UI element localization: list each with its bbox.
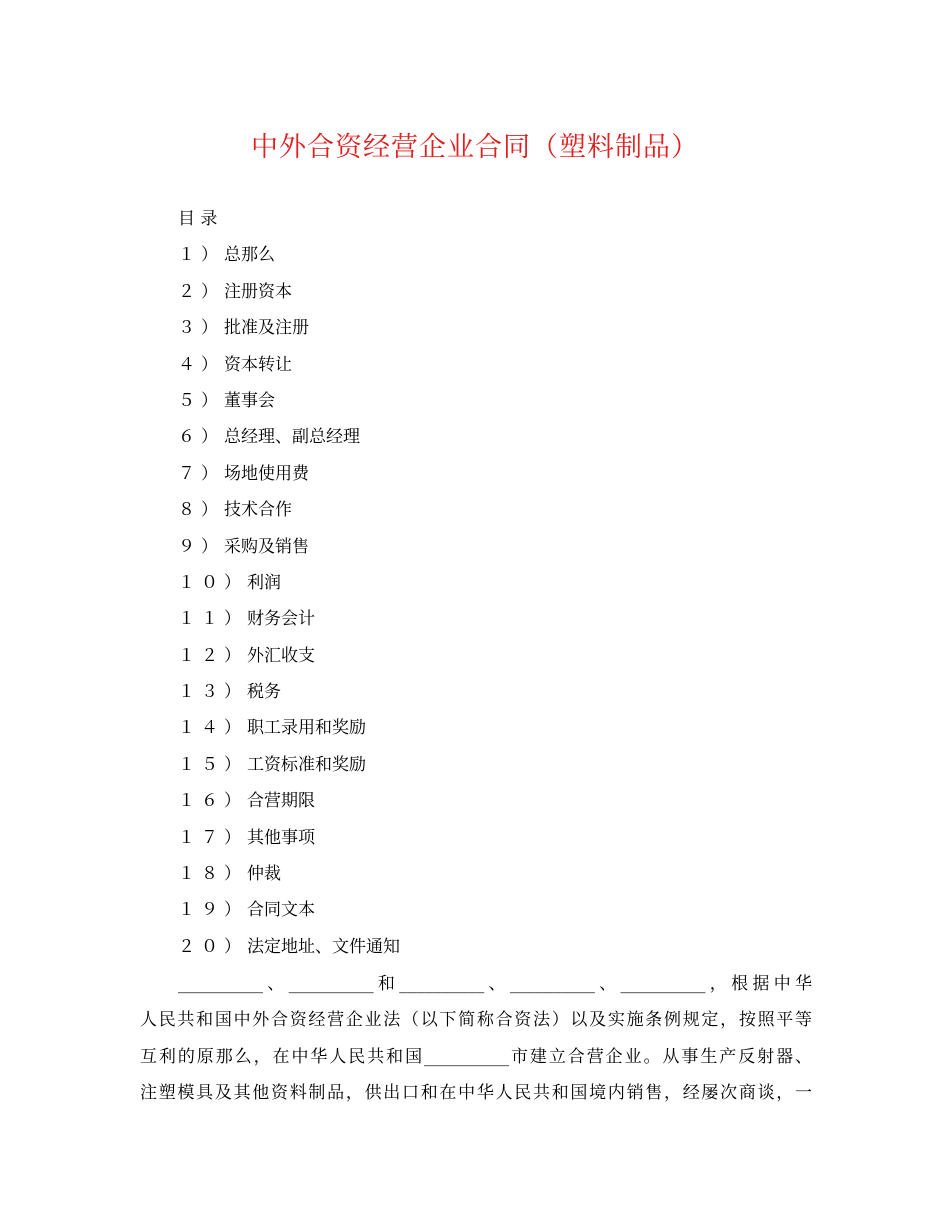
toc-item xyxy=(178,714,778,750)
table-of-contents xyxy=(178,205,778,969)
toc-item-label: 合同文本 xyxy=(247,900,315,921)
toc-item xyxy=(178,678,778,714)
toc-item-number: １８） xyxy=(178,864,247,885)
toc-item xyxy=(178,351,778,387)
toc-item xyxy=(178,824,778,860)
toc-item-label: 批准及注册 xyxy=(224,318,309,339)
toc-item xyxy=(178,460,778,496)
toc-item-number: １５） xyxy=(178,754,247,775)
toc-item-number: ４） xyxy=(178,354,224,375)
toc-item-number: ３） xyxy=(178,318,224,339)
toc-item-label: 资本转让 xyxy=(224,354,292,375)
toc-item-number: １２） xyxy=(178,645,247,666)
toc-item-label: 仲裁 xyxy=(247,864,281,885)
toc-item-number: １６） xyxy=(178,791,247,812)
toc-item xyxy=(178,314,778,350)
toc-item-label: 合营期限 xyxy=(247,791,315,812)
paragraph-line: 人民共和国中外合资经营企业法（以下简称合资法）以及实施条例规定，按照平等 xyxy=(140,1010,812,1031)
paragraph-line: __________、__________和__________、__________、__________，根据中华 xyxy=(178,974,812,994)
toc-item-number: １１） xyxy=(178,609,247,630)
toc-item-label: 其他事项 xyxy=(247,827,315,848)
toc-item-number: １７） xyxy=(178,827,247,848)
toc-item-label: 法定地址、文件通知 xyxy=(247,936,400,957)
toc-item-label: 总那么 xyxy=(224,245,275,266)
paragraph-line: 注塑模具及其他资料制品，供出口和在中华人民共和国境内销售，经屡次商谈，一 xyxy=(140,1082,812,1103)
toc-item-number: １３） xyxy=(178,682,247,703)
toc-item xyxy=(178,496,778,532)
toc-item xyxy=(178,569,778,605)
toc-item-number: ２） xyxy=(178,281,224,302)
toc-item xyxy=(178,387,778,423)
toc-item-number: ７） xyxy=(178,463,224,484)
toc-item-label: 工资标准和奖励 xyxy=(247,754,366,775)
toc-item xyxy=(178,751,778,787)
toc-item xyxy=(178,423,778,459)
toc-item-number: １９） xyxy=(178,900,247,921)
toc-item-number: ６） xyxy=(178,427,224,448)
preamble-paragraph xyxy=(140,966,812,1111)
toc-item-number: １４） xyxy=(178,718,247,739)
toc-item-number: ９） xyxy=(178,536,224,557)
toc-item xyxy=(178,533,778,569)
toc-item xyxy=(178,642,778,678)
toc-item-label: 董事会 xyxy=(224,390,275,411)
toc-heading: 目 录 xyxy=(178,209,218,229)
toc-item-label: 职工录用和奖励 xyxy=(247,718,366,739)
toc-item-label: 外汇收支 xyxy=(247,645,315,666)
toc-item xyxy=(178,860,778,896)
toc-item-label: 注册资本 xyxy=(224,281,292,302)
toc-item xyxy=(178,933,778,969)
toc-item-number: ２０） xyxy=(178,936,247,957)
toc-item-number: １） xyxy=(178,245,224,266)
toc-item-number: ８） xyxy=(178,500,224,521)
toc-item-number: １０） xyxy=(178,572,247,593)
toc-item xyxy=(178,896,778,932)
document-title: 中外合资经营企业合同（塑料制品） xyxy=(251,132,699,163)
paragraph-line: 互利的原那么，在中华人民共和国__________市建立合营企业。从事生产反射器、 xyxy=(140,1046,812,1067)
toc-item-label: 利润 xyxy=(247,572,281,593)
toc-item-label: 场地使用费 xyxy=(224,463,309,484)
toc-item xyxy=(178,241,778,277)
toc-item-label: 采购及销售 xyxy=(224,536,309,557)
toc-item xyxy=(178,605,778,641)
toc-item-label: 税务 xyxy=(247,682,281,703)
toc-item-label: 财务会计 xyxy=(247,609,315,630)
toc-item xyxy=(178,278,778,314)
toc-item-number: ５） xyxy=(178,390,224,411)
toc-item xyxy=(178,787,778,823)
toc-item-label: 总经理、副总经理 xyxy=(224,427,360,448)
toc-item-label: 技术合作 xyxy=(224,500,292,521)
